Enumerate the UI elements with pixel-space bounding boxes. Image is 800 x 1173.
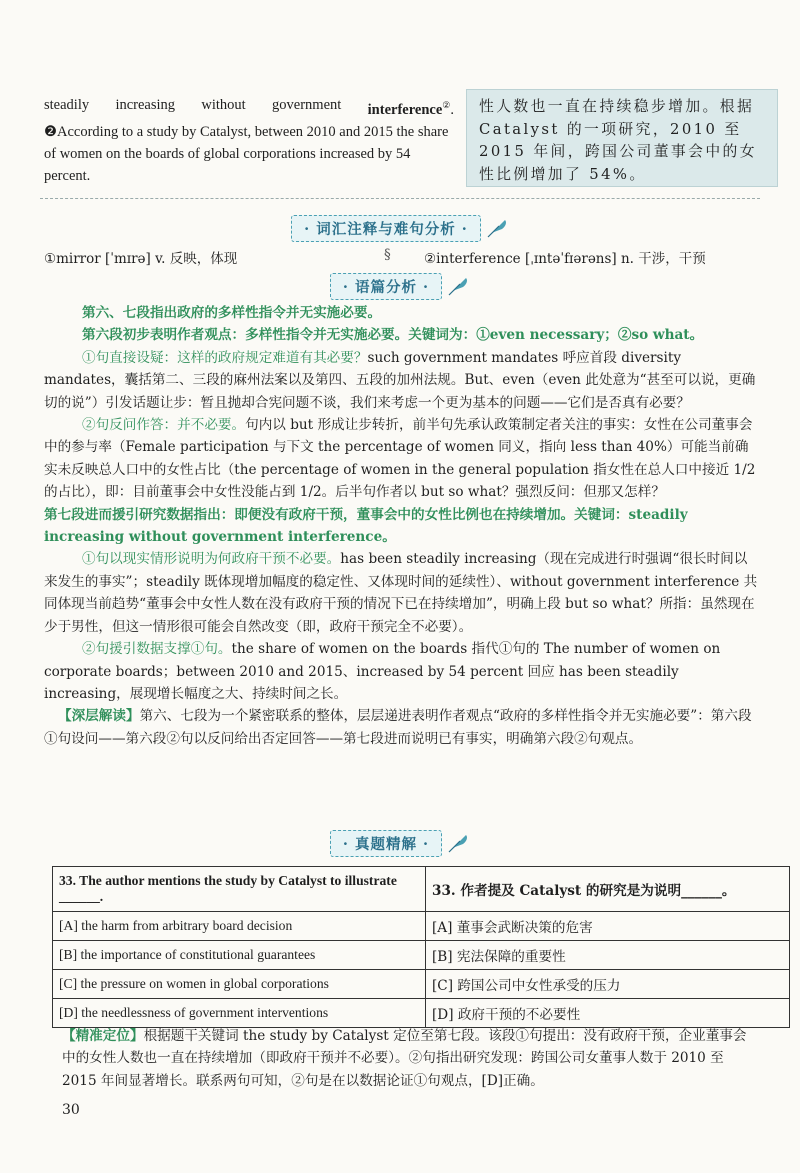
vocab-item: ①mirror [ˈmɪrə] v. 反映，体现 xyxy=(44,251,238,267)
analysis-body xyxy=(44,302,758,750)
table-row xyxy=(53,999,790,1028)
answer-body: 根据题干关键词 the study by Catalyst 定位至第七段。该段①句提出：没有政府干预，企业董事会中的女性人数也一直在持续增加（即政府干预并不必要）。②句指出研究发现：跨国公司女董事人数于 2010 至 2015 年间显著增长。联系两句可知，②句是在以数据论证①句观点，[D]正确。 xyxy=(62,1028,747,1089)
question-table xyxy=(52,866,790,1028)
word: without xyxy=(201,97,246,113)
keyword-interference: interference xyxy=(367,101,443,118)
section-header-exam xyxy=(0,830,800,856)
table-row xyxy=(53,970,790,999)
option-en: [C] the pressure on women in global corporations xyxy=(53,970,426,999)
option-en: [D] the needlessness of government interventions xyxy=(53,999,426,1028)
footnote-marker: ② xyxy=(442,100,451,110)
page-number: 30 xyxy=(62,1102,80,1118)
section-title: · 词汇注释与难句分析 · xyxy=(291,215,481,242)
passage-excerpt: steadily increasing without government interference②. ❷According to a study by Catalyst, between 2010 and 2015 the share of women on the boards of global corporations increased by 54 percent. xyxy=(44,94,454,187)
answer-explanation xyxy=(62,1025,760,1092)
option-en: [B] the importance of constitutional guarantees xyxy=(53,941,426,970)
point-head: ①句直接设疑：这样的政府规定难道有其必要？ xyxy=(82,349,368,366)
section-header-vocab xyxy=(0,215,800,241)
option-zh: [C] 跨国公司中女性承受的压力 xyxy=(426,970,790,999)
section-title: · 真题精解 · xyxy=(330,830,442,857)
section-header-analysis xyxy=(0,273,800,299)
question-stem-en: 33. The author mentions the study by Catalyst to illustrate ______. xyxy=(53,867,426,912)
deep-reading-body: 第六、七段为一个紧密联系的整体，层层递进表明作者观点“政府的多样性指令并无实施必要”：第六段①句设问——第六段②句以反问给出否定回答——第七段进而说明已有事实，明确第六段②句观点。 xyxy=(44,708,752,747)
feather-pen-icon xyxy=(485,216,509,240)
vocab-notes xyxy=(44,247,756,267)
point-head: ①句以现实情形说明为何政府干预不必要。 xyxy=(82,551,341,568)
summary-line: 第七段进而援引研究数据指出：即便没有政府干预，董事会中的女性比例也在持续增加。关键词：steadily increasing without government interference。 xyxy=(44,506,688,546)
table-row xyxy=(53,912,790,941)
question-stem-zh: 33. 作者提及 Catalyst 的研究是为说明______。 xyxy=(426,867,790,912)
summary-line: 第六、七段指出政府的多样性指令并无实施必要。 xyxy=(82,305,382,321)
word: increasing xyxy=(115,97,176,113)
option-zh: [A] 董事会武断决策的危害 xyxy=(426,912,790,941)
option-en: [A] the harm from arbitrary board decision xyxy=(53,912,426,941)
translation-box: 性人数也一直在持续稳步增加。根据 Catalyst 的一项研究，2010 至 2015 年间，跨国公司董事会中的女性比例增加了 54%。 xyxy=(466,89,778,187)
point-body: such government mandates 呼应首段 diversity mandates，囊括第二、三段的麻州法案以及第四、五段的加州法规。But、even（even 此处意为“甚至可以说，更确切的说”）引发话题让步：暂且抛却合宪问题不谈，我们来考虑一个更为基本的问题——它们是否真有必要？ xyxy=(44,349,756,411)
section-title: · 语篇分析 · xyxy=(330,273,442,300)
deep-reading-label: 【深层解读】 xyxy=(58,708,140,725)
separator: § xyxy=(384,247,391,263)
option-zh: [D] 政府干预的不必要性 xyxy=(426,999,790,1028)
summary-line: 第六段初步表明作者观点：多样性指令并无实施必要。关键词为：①even necessary；②so what。 xyxy=(82,327,704,344)
point-body: has been steadily increasing（现在完成进行时强调“很长时间以来发生的事实”；steadily 既体现增加幅度的稳定性、又体现时间的延续性）、without government interference 共同体现当前趋势“董事会中女性人数在没有政府干预的情况下已在持续增加”，明确上段 but so what？所指：虽然现在少于男性，但这一情形很可能会自然改变（即，政府干预完全不必要）。 xyxy=(44,551,758,635)
point-body: the share of women on the boards 指代①句的 The number of women on corporate boards；between 2010 and 2015、increased by 54 percent 回应 has been steadily increasing，展现增长幅度之大、持续时间之长。 xyxy=(44,641,721,702)
feather-pen-icon xyxy=(446,831,470,855)
passage-sentence: According to a study by Catalyst, between 2010 and 2015 the share of women on the boards of global corporations increased by 54 percent. xyxy=(44,123,449,184)
feather-pen-icon xyxy=(446,274,470,298)
word: government xyxy=(272,97,342,113)
answer-label: 【精准定位】 xyxy=(62,1028,144,1044)
divider xyxy=(40,198,760,199)
point-head: ②句反问作答：并不必要。 xyxy=(82,417,246,434)
table-row xyxy=(53,867,790,912)
point-body: 句内以 but 形成让步转折，前半句先承认政策制定者关注的事实：女性在公司董事会中的参与率（Female participation 与下文 the percentage of women 同义，指向 less than 40%）可能当前确实未反映总人口中的女性占比（the percentage of women in the general population 指女性在总人口中接近 1/2 的占比），即：目前董事会中女性没能占到 1/2。后半句作者以 but so what？强烈反问：但那又怎样？ xyxy=(44,417,756,501)
point-head: ②句援引数据支撑①句。 xyxy=(82,641,232,658)
sentence-marker: ❷ xyxy=(44,123,57,140)
vocab-item: ②interference [ˌɪntəˈfɪərəns] n. 干涉，干预 xyxy=(424,251,706,267)
option-zh: [B] 宪法保障的重要性 xyxy=(426,941,790,970)
table-row xyxy=(53,941,790,970)
word: steadily xyxy=(44,97,90,113)
